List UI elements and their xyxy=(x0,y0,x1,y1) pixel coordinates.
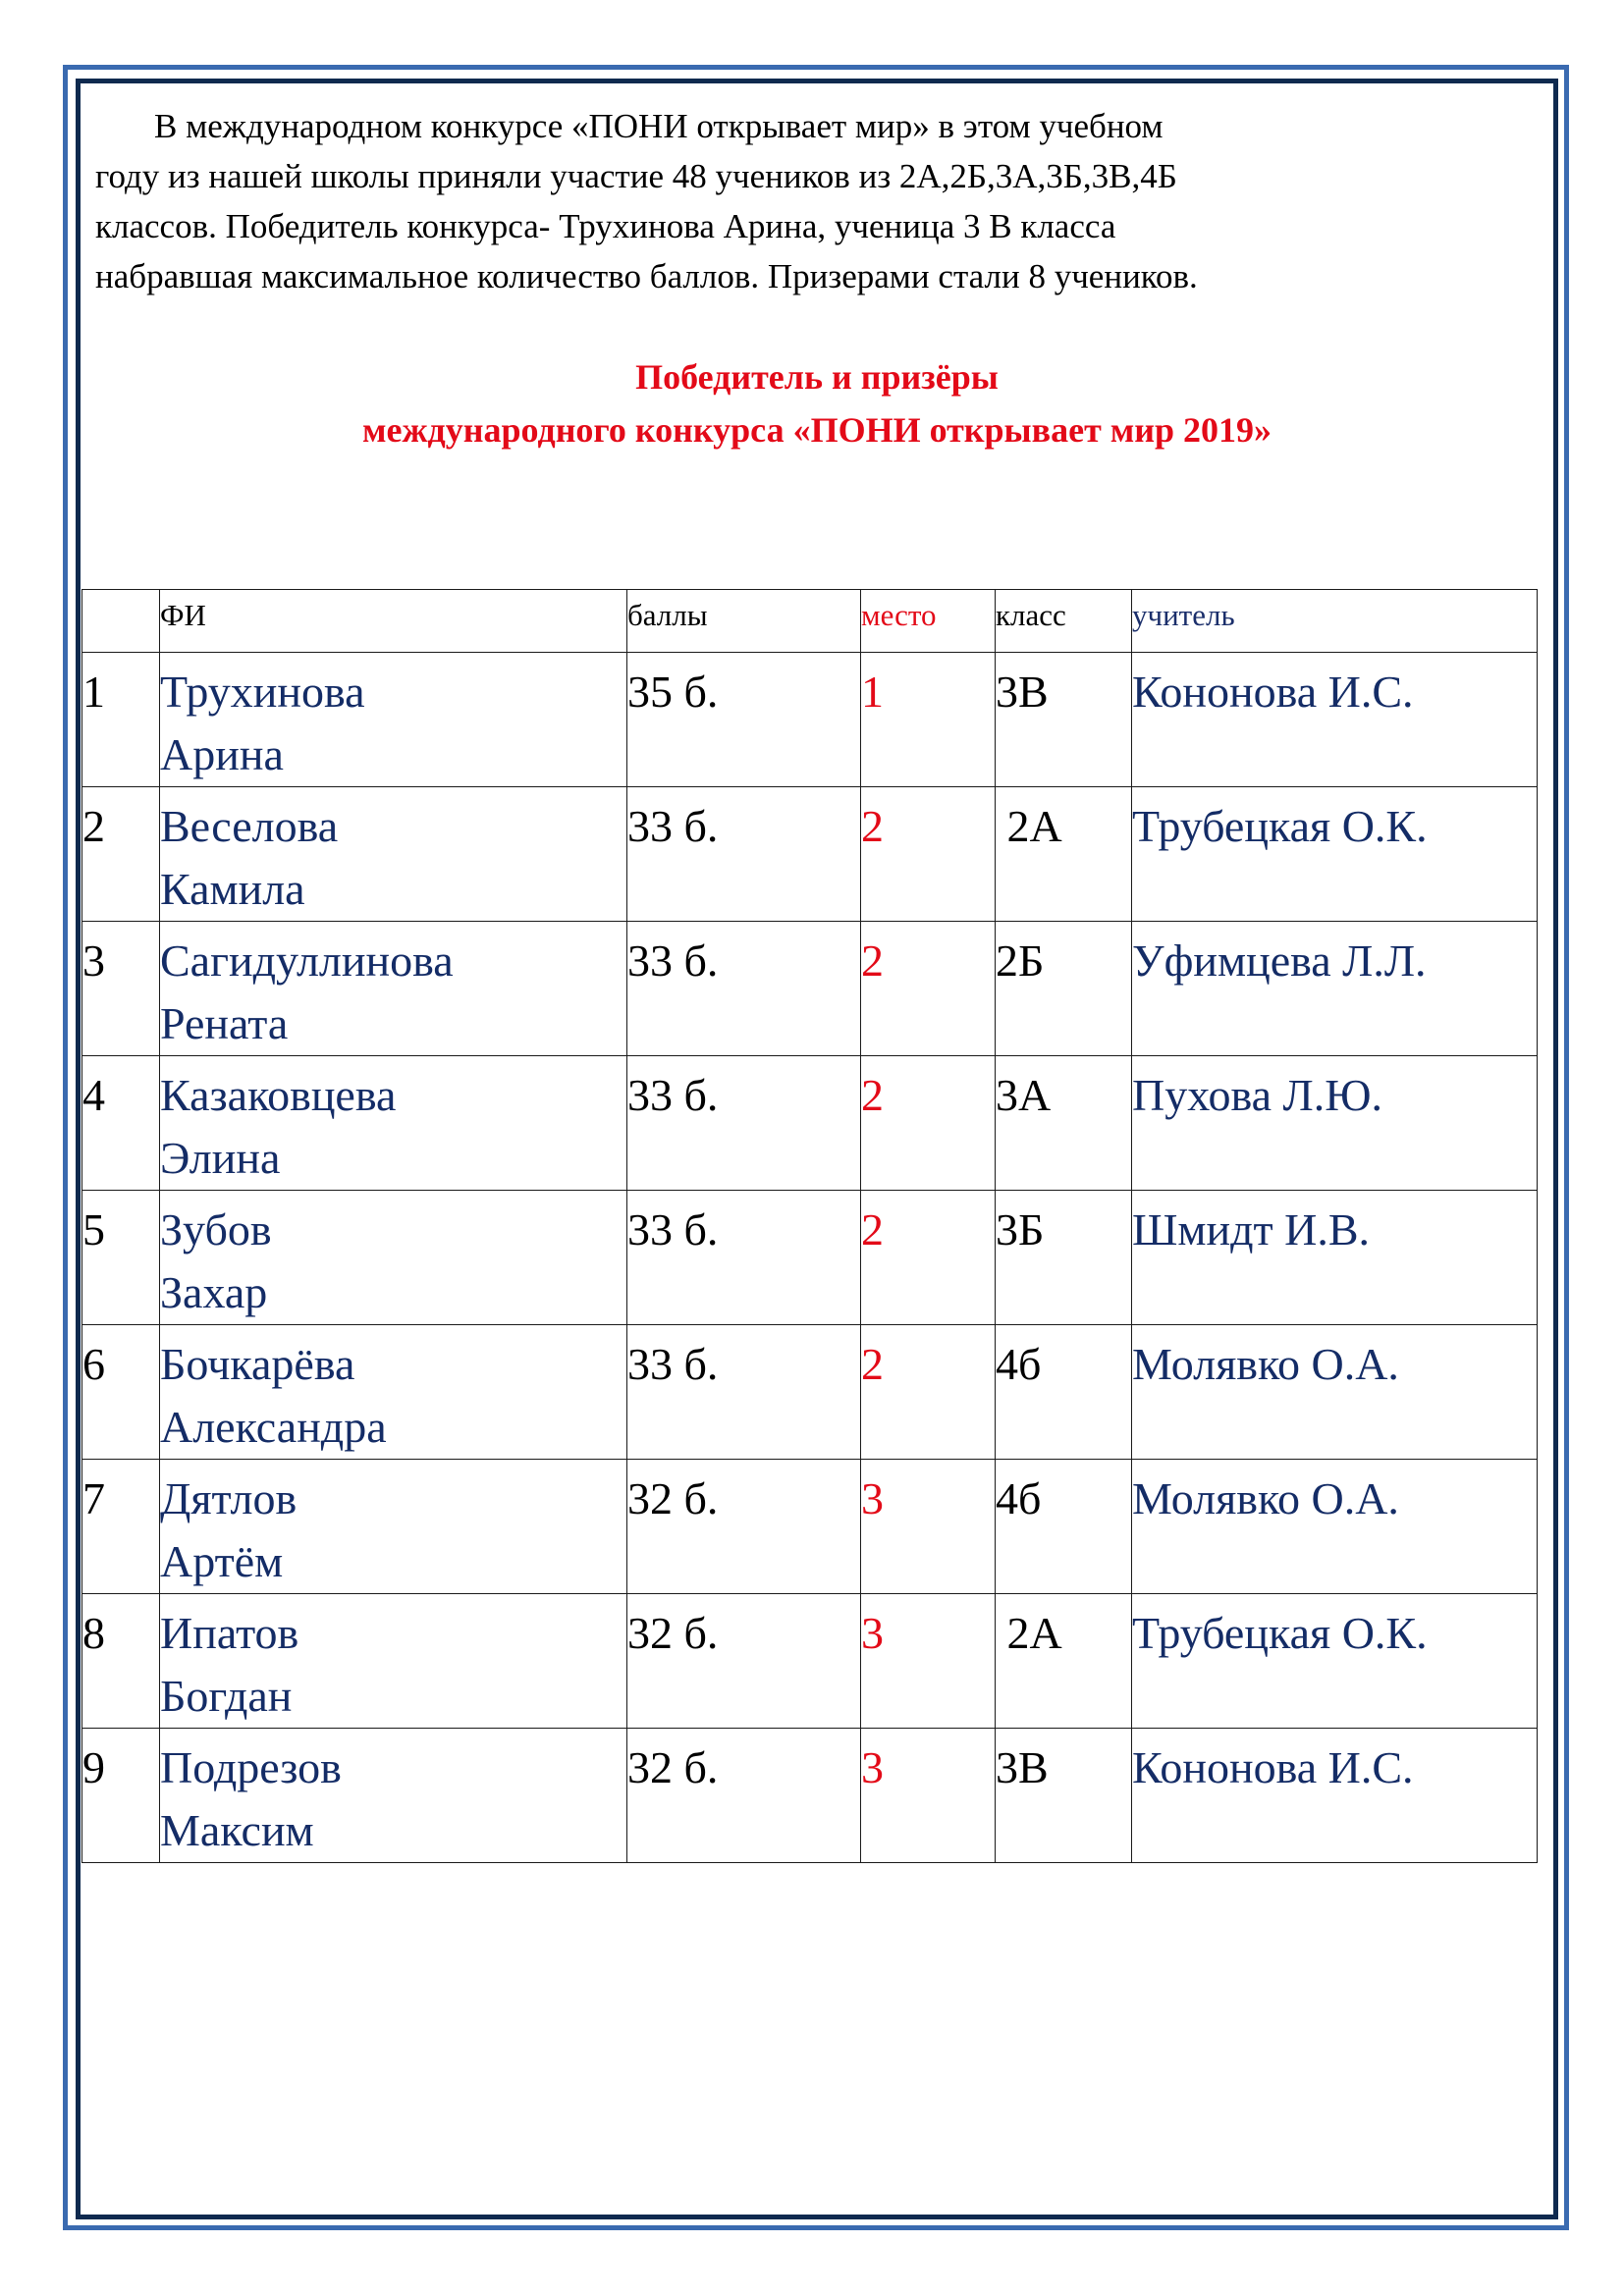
cell-class: 3А xyxy=(996,1056,1132,1191)
given-name: Рената xyxy=(160,998,289,1048)
header-name: ФИ xyxy=(160,590,627,653)
table-row xyxy=(82,922,1538,1056)
cell-name xyxy=(160,1325,627,1460)
cell-name xyxy=(160,1056,627,1191)
cell-place: 2 xyxy=(861,787,996,922)
cell-name xyxy=(160,653,627,787)
surname: Казаковцева xyxy=(160,1070,397,1120)
cell-teacher: Уфимцева Л.Л. xyxy=(1132,922,1538,1056)
results-heading-line-1: Победитель и призёры xyxy=(635,357,999,397)
cell-number: 9 xyxy=(82,1729,160,1863)
given-name: Элина xyxy=(160,1133,281,1183)
cell-class: 3Б xyxy=(996,1191,1132,1325)
surname: Бочкарёва xyxy=(160,1339,355,1389)
table-header-row xyxy=(82,590,1538,653)
cell-score: 33 б. xyxy=(627,1191,861,1325)
cell-number: 1 xyxy=(82,653,160,787)
cell-score: 35 б. xyxy=(627,653,861,787)
surname: Сагидуллинова xyxy=(160,935,454,986)
cell-place: 1 xyxy=(861,653,996,787)
cell-class: 3В xyxy=(996,1729,1132,1863)
cell-name xyxy=(160,787,627,922)
intro-paragraph xyxy=(95,101,1548,301)
header-class: класс xyxy=(996,590,1132,653)
cell-teacher: Кононова И.С. xyxy=(1132,1729,1538,1863)
cell-place: 2 xyxy=(861,1325,996,1460)
table-row xyxy=(82,1325,1538,1460)
cell-number: 8 xyxy=(82,1594,160,1729)
given-name: Камила xyxy=(160,864,305,914)
given-name: Артём xyxy=(160,1536,284,1586)
cell-number: 5 xyxy=(82,1191,160,1325)
cell-number: 7 xyxy=(82,1460,160,1594)
cell-number: 3 xyxy=(82,922,160,1056)
intro-line: В международном конкурсе «ПОНИ открывает мир» в этом учебном xyxy=(154,107,1164,145)
cell-class: 4б xyxy=(996,1325,1132,1460)
surname: Дятлов xyxy=(160,1473,298,1523)
table-row xyxy=(82,1191,1538,1325)
cell-teacher: Молявко О.А. xyxy=(1132,1325,1538,1460)
surname: Трухинова xyxy=(160,667,365,717)
given-name: Максим xyxy=(160,1805,314,1855)
cell-name xyxy=(160,1729,627,1863)
surname: Ипатов xyxy=(160,1608,299,1658)
cell-number: 4 xyxy=(82,1056,160,1191)
cell-number: 2 xyxy=(82,787,160,922)
surname: Веселова xyxy=(160,801,339,851)
cell-place: 2 xyxy=(861,922,996,1056)
cell-teacher: Молявко О.А. xyxy=(1132,1460,1538,1594)
cell-class: 3В xyxy=(996,653,1132,787)
cell-name xyxy=(160,1191,627,1325)
cell-teacher: Шмидт И.В. xyxy=(1132,1191,1538,1325)
cell-class: 2А xyxy=(996,787,1132,922)
given-name: Арина xyxy=(160,729,284,779)
cell-teacher: Трубецкая О.К. xyxy=(1132,1594,1538,1729)
header-score: баллы xyxy=(627,590,861,653)
cell-class: 2Б xyxy=(996,922,1132,1056)
given-name: Александра xyxy=(160,1402,387,1452)
cell-teacher: Пухова Л.Ю. xyxy=(1132,1056,1538,1191)
table-row xyxy=(82,1056,1538,1191)
cell-place: 2 xyxy=(861,1056,996,1191)
cell-teacher: Кононова И.С. xyxy=(1132,653,1538,787)
given-name: Богдан xyxy=(160,1671,293,1721)
header-teacher: учитель xyxy=(1132,590,1538,653)
cell-place: 3 xyxy=(861,1594,996,1729)
cell-place: 2 xyxy=(861,1191,996,1325)
table-row xyxy=(82,653,1538,787)
cell-name xyxy=(160,922,627,1056)
cell-name xyxy=(160,1460,627,1594)
table-row xyxy=(82,1460,1538,1594)
results-heading-line-2: международного конкурса «ПОНИ открывает мир 2019» xyxy=(361,410,1272,450)
cell-place: 3 xyxy=(861,1729,996,1863)
surname: Подрезов xyxy=(160,1742,342,1792)
cell-class: 2А xyxy=(996,1594,1132,1729)
given-name: Захар xyxy=(160,1267,268,1317)
cell-score: 32 б. xyxy=(627,1594,861,1729)
intro-line: набравшая максимальное количество баллов. Призерами стали 8 учеников. xyxy=(95,257,1198,295)
table-row xyxy=(82,1594,1538,1729)
intro-line: классов. Победитель конкурса- Трухинова Арина, ученица 3 В класса xyxy=(95,207,1116,245)
cell-number: 6 xyxy=(82,1325,160,1460)
cell-score: 32 б. xyxy=(627,1460,861,1594)
table-row xyxy=(82,787,1538,922)
cell-score: 33 б. xyxy=(627,787,861,922)
cell-score: 33 б. xyxy=(627,922,861,1056)
cell-place: 3 xyxy=(861,1460,996,1594)
header-number xyxy=(82,590,160,653)
surname: Зубов xyxy=(160,1204,272,1255)
cell-teacher: Трубецкая О.К. xyxy=(1132,787,1538,922)
cell-name xyxy=(160,1594,627,1729)
cell-score: 33 б. xyxy=(627,1056,861,1191)
cell-score: 33 б. xyxy=(627,1325,861,1460)
header-place: место xyxy=(861,590,996,653)
intro-line: году из нашей школы приняли участие 48 учеников из 2А,2Б,3А,3Б,3В,4Б xyxy=(95,157,1177,195)
cell-score: 32 б. xyxy=(627,1729,861,1863)
results-table xyxy=(81,589,1538,1863)
cell-class: 4б xyxy=(996,1460,1132,1594)
table-row xyxy=(82,1729,1538,1863)
